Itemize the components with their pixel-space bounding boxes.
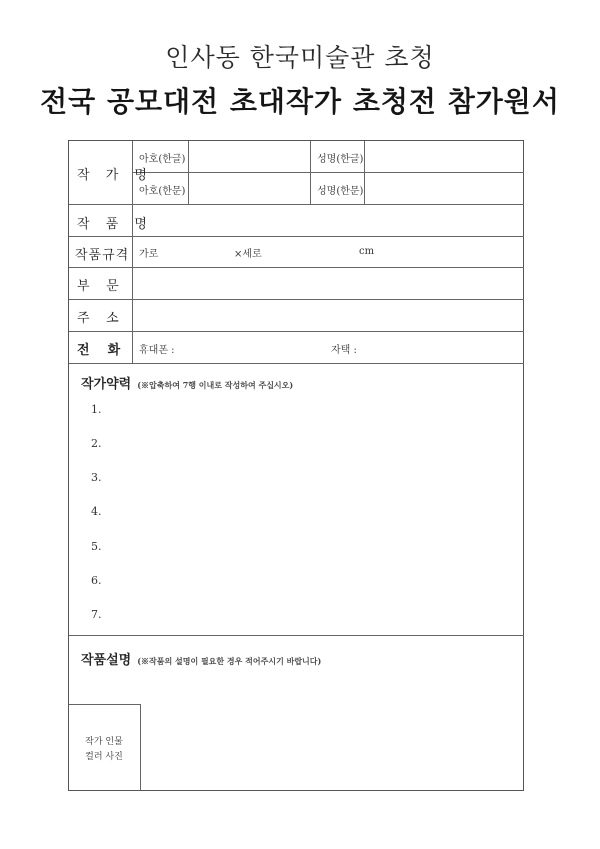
- photo-label-line2: 컬러 사진: [85, 752, 123, 762]
- row-divider: [69, 267, 524, 268]
- career-item-number: 1.: [91, 403, 102, 416]
- row-divider: [132, 172, 524, 173]
- application-form: [68, 140, 524, 791]
- mobile-label: 휴대폰 :: [139, 345, 175, 356]
- career-item-number: 6.: [91, 574, 102, 587]
- section-divider: [69, 635, 524, 636]
- address-label: 주 소: [77, 311, 119, 326]
- artist-name-label: 작 가 명: [77, 168, 153, 183]
- cell-divider: [364, 141, 365, 204]
- cell-divider: [188, 141, 189, 204]
- photo-box-top: [69, 704, 140, 705]
- phone-label: 전 화: [77, 343, 121, 358]
- career-item-number: 7.: [91, 608, 102, 621]
- career-item-number: 2.: [91, 437, 102, 450]
- description-note: (※작품의 설명이 필요한 경우 적어주시기 바랍니다): [137, 656, 322, 666]
- career-item-number: 3.: [91, 471, 102, 484]
- pen-name-hanja-label: 아호(한문): [139, 186, 186, 197]
- row-divider: [69, 363, 524, 364]
- name-hangul-label: 성명(한글): [317, 154, 364, 165]
- career-note: (※압축하여 7행 이내로 작성하여 주십시오): [137, 380, 294, 390]
- row-divider: [69, 299, 524, 300]
- description-heading-text: 작품설명: [81, 653, 132, 668]
- work-title-label: 작 품 명: [77, 217, 153, 232]
- description-heading: [81, 649, 321, 668]
- form-title: 전국 공모대전 초대작가 초청전 참가원서: [40, 85, 560, 118]
- career-heading: [81, 373, 293, 392]
- career-heading-text: 작가약력: [81, 377, 132, 392]
- height-label: ×세로: [234, 249, 262, 260]
- category-label: 부 문: [77, 279, 119, 294]
- pen-name-hangul-label: 아호(한글): [139, 154, 186, 165]
- cell-divider: [310, 141, 311, 204]
- photo-box-right: [140, 704, 141, 791]
- row-divider: [69, 236, 524, 237]
- width-label: 가로: [139, 249, 159, 260]
- name-hanja-label: 성명(한문): [317, 186, 364, 197]
- form-subtitle: 인사동 한국미술관 초청: [165, 43, 435, 72]
- unit-label: cm: [359, 246, 375, 257]
- work-size-label: 작품규격: [75, 248, 130, 263]
- career-item-number: 5.: [91, 540, 102, 553]
- career-item-number: 4.: [91, 505, 102, 518]
- home-phone-label: 자택 :: [331, 345, 357, 356]
- photo-label-line1: 작가 인물: [85, 737, 123, 747]
- row-divider: [69, 331, 524, 332]
- row-divider: [69, 204, 524, 205]
